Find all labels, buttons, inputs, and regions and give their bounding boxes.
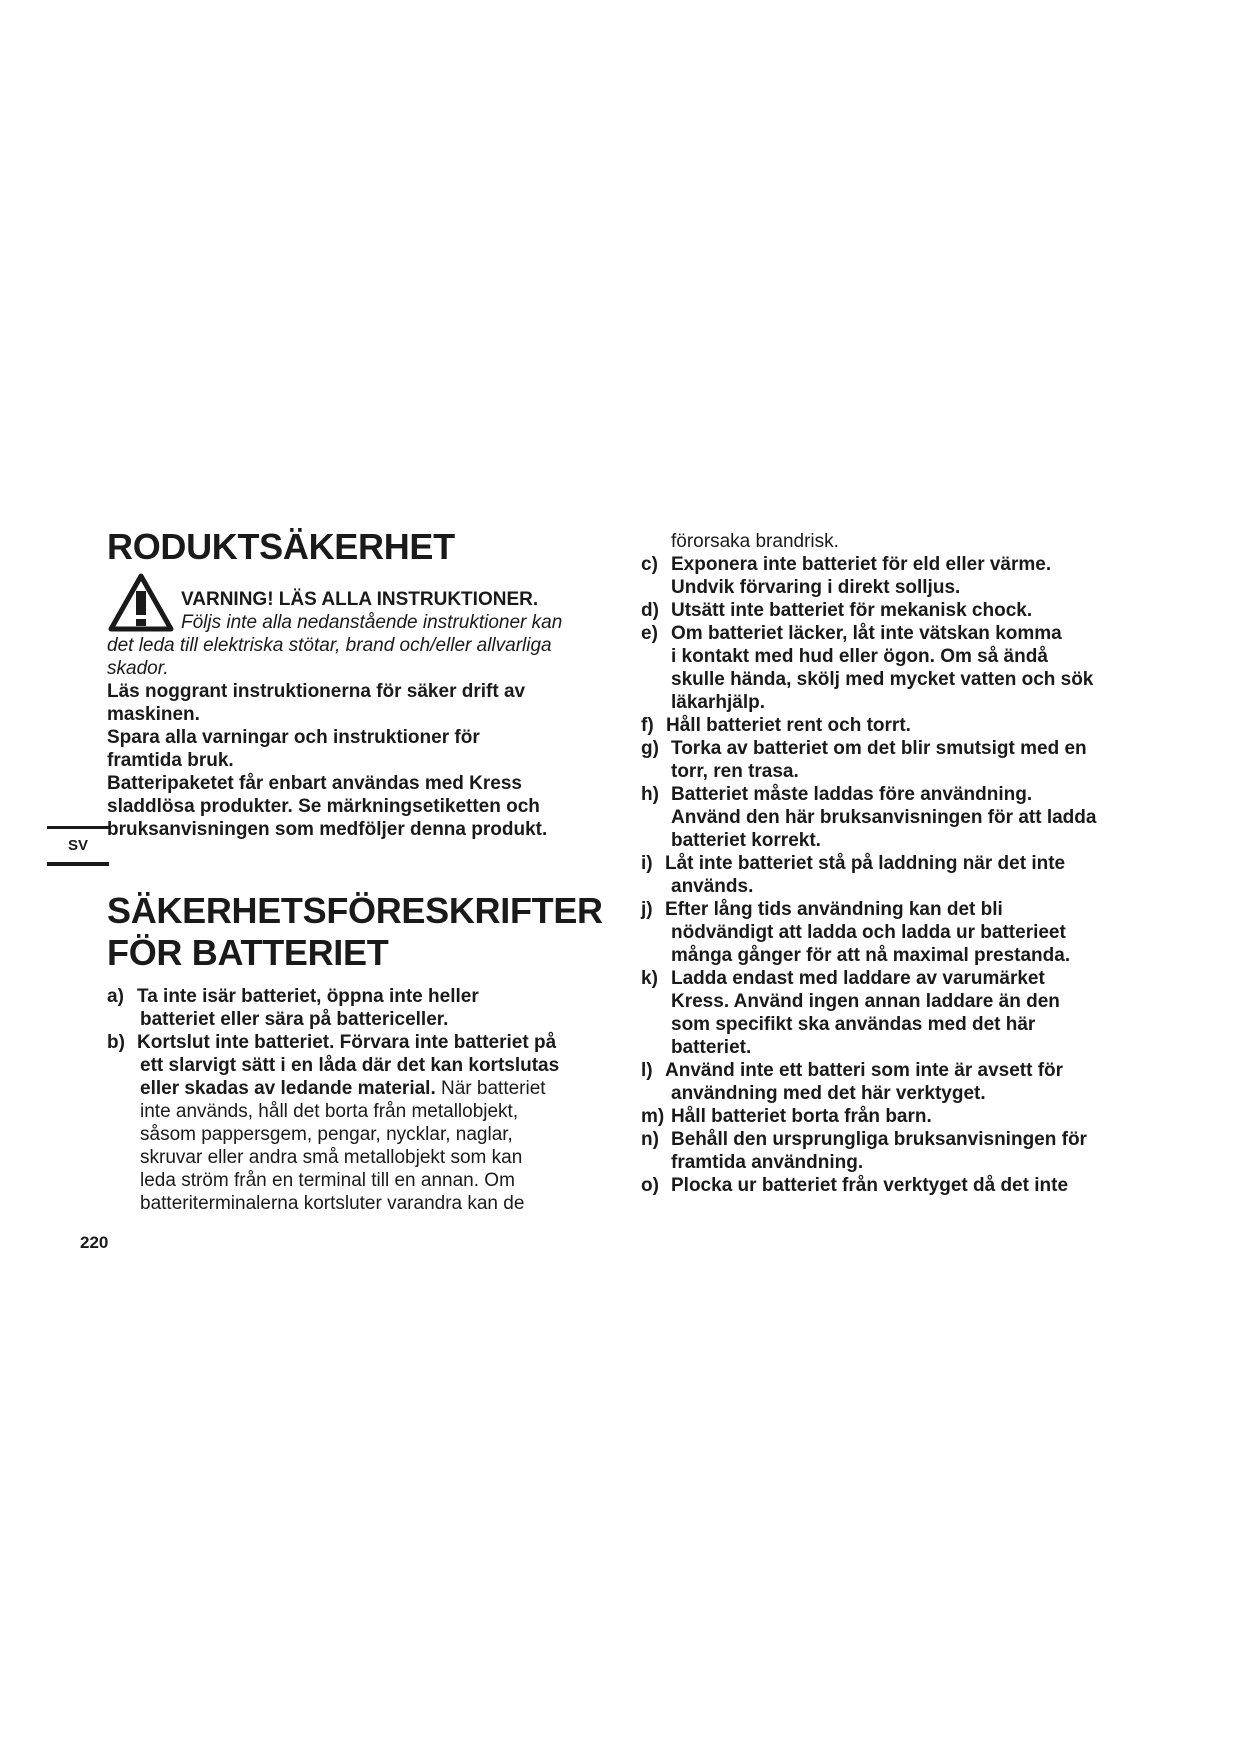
list-label: e) bbox=[641, 623, 658, 644]
list-label: m) bbox=[641, 1106, 665, 1127]
page-number: 220 bbox=[80, 1233, 109, 1252]
list-text: Använd inte ett batteri som inte är avsett för bbox=[665, 1060, 1064, 1081]
list-text-cont: Kress. Använd ingen annan laddare än den bbox=[671, 991, 1060, 1012]
list-item-d bbox=[641, 599, 1032, 622]
list-label: l) bbox=[641, 1060, 653, 1081]
list-text-bold: eller skadas av ledande material. bbox=[140, 1078, 436, 1099]
list-text-cont: ett slarvigt sätt i en låda där det kan kortslutas bbox=[140, 1055, 560, 1076]
list-text: Plocka ur batteriet från verktyget då det inte bbox=[671, 1175, 1069, 1196]
list-text-cont: skruvar eller andra små metallobjekt som kan bbox=[140, 1147, 523, 1168]
list-text: Torka av batteriet om det blir smutsigt med en bbox=[671, 738, 1087, 759]
list-label: f) bbox=[641, 715, 654, 736]
list-text: Exponera inte batteriet för eld eller värme. bbox=[671, 554, 1052, 575]
list-item-i bbox=[641, 852, 1065, 875]
list-text-cont: batteriterminalerna kortsluter varandra kan de bbox=[140, 1193, 525, 1214]
section-heading-battery-line1: SÄKERHETSFÖRESKRIFTER bbox=[107, 890, 603, 931]
section-heading-product-safety: RODUKTSÄKERHET bbox=[107, 526, 455, 567]
list-text-cont: som specifikt ska användas med det här bbox=[671, 1014, 1036, 1035]
list-text-cont: batteriet. bbox=[671, 1037, 752, 1058]
list-text: Ta inte isär batteriet, öppna inte heller bbox=[137, 986, 479, 1007]
list-text-cont: förorsaka brandrisk. bbox=[671, 531, 839, 552]
list-item-n bbox=[641, 1128, 1087, 1151]
list-item-f bbox=[641, 714, 911, 737]
list-text-cont: i kontakt med hud eller ögon. Om så ändå bbox=[671, 646, 1048, 667]
list-text: Håll batteriet borta från barn. bbox=[671, 1106, 932, 1127]
list-text-cont: skulle hända, skölj med mycket vatten och sök bbox=[671, 669, 1094, 690]
list-text-cont: användning med det här verktyget. bbox=[671, 1083, 986, 1104]
list-text: Låt inte batteriet stå på laddning när det inte bbox=[665, 853, 1066, 874]
body-text-line: bruksanvisningen som medföljer denna produkt. bbox=[107, 819, 548, 840]
warning-text-line: det leda till elektriska stötar, brand och/eller allvarliga bbox=[107, 635, 552, 656]
list-text: Efter lång tids användning kan det bli bbox=[665, 899, 1003, 920]
list-text: Utsätt inte batteriet för mekanisk chock. bbox=[671, 600, 1033, 621]
language-tab: SV bbox=[47, 826, 109, 866]
warning-text-line: Följs inte alla nedanstående instruktioner kan bbox=[181, 612, 563, 633]
list-text-cont: såsom pappersgem, pengar, nycklar, naglar, bbox=[140, 1124, 513, 1145]
list-label: o) bbox=[641, 1175, 659, 1196]
warning-title: VARNING! LÄS ALLA INSTRUKTIONER. bbox=[181, 589, 539, 610]
list-item-o bbox=[641, 1174, 1068, 1197]
list-text-cont: batteriet korrekt. bbox=[671, 830, 821, 851]
body-text-line: Spara alla varningar och instruktioner för bbox=[107, 727, 480, 748]
section-heading-battery-line2: FÖR BATTERIET bbox=[107, 932, 389, 973]
list-text: Om batteriet läcker, låt inte vätskan komma bbox=[671, 623, 1062, 644]
list-text: Ladda endast med laddare av varumärket bbox=[671, 968, 1045, 989]
list-item-k bbox=[641, 967, 1045, 990]
list-item-a bbox=[107, 985, 479, 1008]
list-label: n) bbox=[641, 1129, 659, 1150]
body-text-line: sladdlösa produkter. Se märkningsetiketten och bbox=[107, 796, 540, 817]
list-text-cont: framtida användning. bbox=[671, 1152, 864, 1173]
list-text-cont bbox=[140, 1077, 546, 1100]
list-item-b bbox=[107, 1031, 556, 1054]
list-text-cont: torr, ren trasa. bbox=[671, 761, 799, 782]
list-label: j) bbox=[641, 899, 653, 920]
list-label: h) bbox=[641, 784, 659, 805]
list-label: c) bbox=[641, 554, 658, 575]
list-text-cont: Undvik förvaring i direkt solljus. bbox=[671, 577, 961, 598]
list-item-e bbox=[641, 622, 1062, 645]
warning-triangle-icon bbox=[107, 572, 175, 634]
list-item-c bbox=[641, 553, 1051, 576]
list-item-g bbox=[641, 737, 1087, 760]
body-text-line: Läs noggrant instruktionerna för säker drift av bbox=[107, 681, 526, 702]
list-text-cont: läkarhjälp. bbox=[671, 692, 765, 713]
list-item-j bbox=[641, 898, 1003, 921]
list-label: b) bbox=[107, 1032, 125, 1053]
list-text-cont: inte används, håll det borta från metallobjekt, bbox=[140, 1101, 519, 1122]
list-text: Batteriet måste laddas före användning. bbox=[671, 784, 1033, 805]
list-label: a) bbox=[107, 986, 124, 1007]
list-item-m bbox=[641, 1105, 932, 1128]
list-text-cont: många gånger för att nå maximal prestanda. bbox=[671, 945, 1071, 966]
list-text-cont: batteriet eller sära på battericeller. bbox=[140, 1009, 449, 1030]
list-label: i) bbox=[641, 853, 653, 874]
body-text-line: maskinen. bbox=[107, 704, 200, 725]
list-text: Kortslut inte batteriet. Förvara inte batteriet på bbox=[137, 1032, 557, 1053]
list-label: k) bbox=[641, 968, 658, 989]
list-item-h bbox=[641, 783, 1032, 806]
list-text: Behåll den ursprungliga bruksanvisningen för bbox=[671, 1129, 1087, 1150]
list-text-normal: När batteriet bbox=[435, 1078, 546, 1099]
list-text-cont: Använd den här bruksanvisningen för att ladda bbox=[671, 807, 1097, 828]
list-text-cont: nödvändigt att ladda och ladda ur batterieet bbox=[671, 922, 1066, 943]
list-text-cont: används. bbox=[671, 876, 754, 897]
body-text-line: framtida bruk. bbox=[107, 750, 234, 771]
warning-text-line: skador. bbox=[107, 658, 169, 679]
list-text: Håll batteriet rent och torrt. bbox=[666, 715, 911, 736]
body-text-line: Batteripaketet får enbart användas med Kress bbox=[107, 773, 522, 794]
list-text-cont: leda ström från en terminal till en annan. Om bbox=[140, 1170, 515, 1191]
list-label: d) bbox=[641, 600, 659, 621]
list-item-l bbox=[641, 1059, 1063, 1082]
list-label: g) bbox=[641, 738, 659, 759]
